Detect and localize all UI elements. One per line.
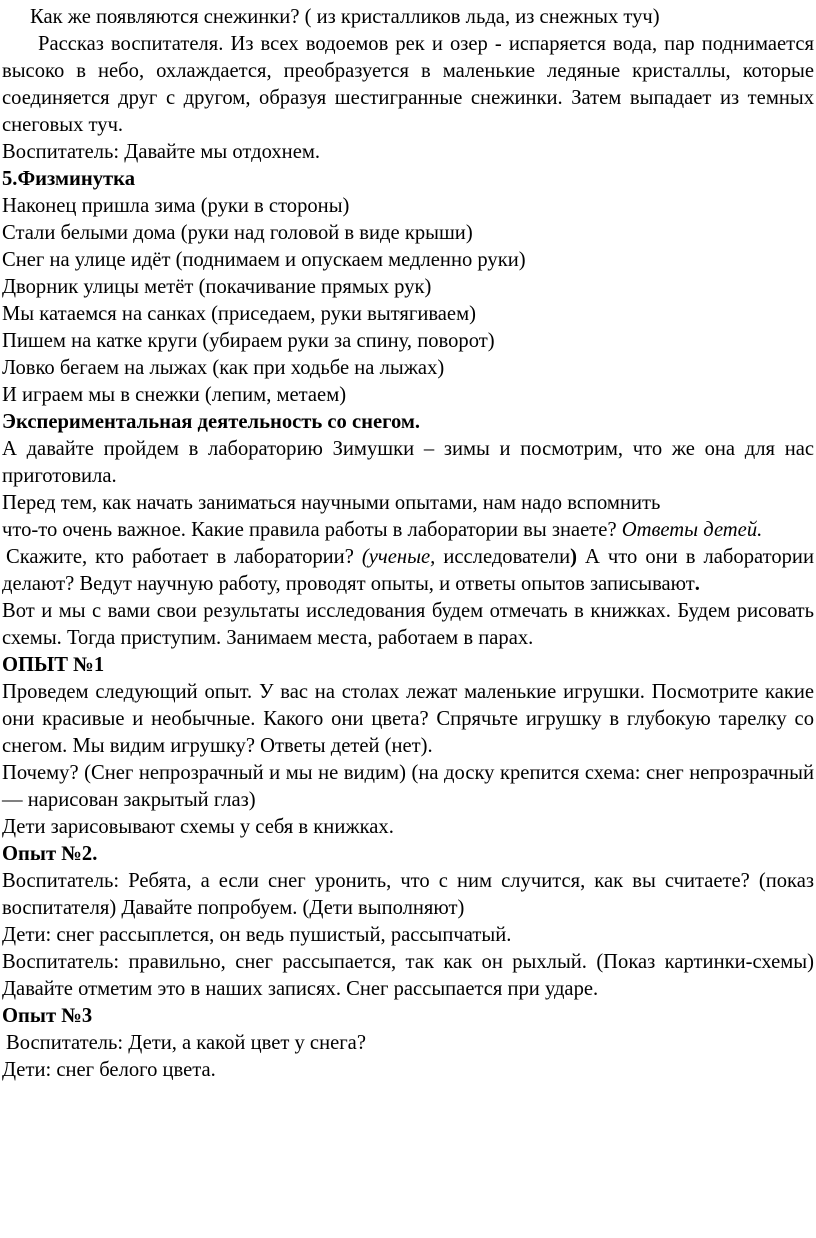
intro-question: Как же появляются снежинки? ( из кристалликов льда, из снежных туч): [30, 6, 660, 28]
who-answer-close: ): [570, 546, 577, 568]
experiment-2-teacher-answer: Воспитатель: правильно, снег рассыпается, так как он рыхлый. (Показ картинки-схемы) Давайте отметим это в наших записях. Снег рассыпается при ударе.: [2, 951, 814, 1000]
poem-line: Наконец пришла зима (руки в стороны): [2, 195, 350, 217]
who-works-dot: .: [694, 573, 700, 595]
poem-line: Стали белыми дома (руки над головой в виде крыши): [2, 222, 473, 244]
phys-minute-heading: 5.Физминутка: [2, 168, 136, 190]
experiment-3-teacher: Воспитатель: Дети, а какой цвет у снега?: [6, 1032, 366, 1054]
lab-rules-question: [2, 517, 814, 544]
experiment-3-heading: Опыт №3: [2, 1005, 93, 1027]
experiment-2-teacher: Воспитатель: Ребята, а если снег уронить, что с ним случится, как вы считаете? (показ воспитателя) Давайте попробуем. (Дети выполняют): [2, 870, 814, 919]
poem-line: Ловко бегаем на лыжах (как при ходьбе на лыжах): [2, 357, 445, 379]
teacher-story: Рассказ воспитателя. Из всех водоемов рек и озер - испаряется вода, пар поднимается высоко в небо, охлаждается, преобразуется в маленькие ледяные кристаллы, которые соединяется друг с другом, образуя шестигранные снежинки. Затем выпадает из темных снеговых туч.: [2, 33, 814, 136]
lab-rules-text: что-то очень важное. Какие правила работы в лаборатории вы знаете?: [2, 519, 617, 541]
experiment-3-children: Дети: снег белого цвета.: [2, 1059, 216, 1081]
results-paragraph: Вот и мы с вами свои результаты исследования будем отмечать в книжках. Будем рисовать схемы. Тогда приступим. Занимаем места, работаем в парах.: [2, 600, 814, 649]
experiment-section-heading: Экспериментальная деятельность со снегом.: [2, 411, 421, 433]
poem-line: Дворник улицы метёт (покачивание прямых рук): [2, 276, 432, 298]
poem-line: И играем мы в снежки (лепим, метаем): [2, 384, 347, 406]
teacher-rest-line: Воспитатель: Давайте мы отдохнем.: [2, 141, 321, 163]
lab-invitation: А давайте пройдем в лабораторию Зимушки – зимы и посмотрим, что же она для нас приготовила.: [2, 438, 814, 487]
lab-rules-line: Перед тем, как начать заниматься научными опытами, нам надо вспомнить: [2, 492, 661, 514]
who-answer-italic: (ученые,: [361, 546, 436, 568]
document-page: [2, 4, 814, 1084]
experiment-2-heading: Опыт №2.: [2, 843, 98, 865]
experiment-1-why: Почему? (Снег непрозрачный и мы не видим) (на доску крепится схема: снег непрозрачный — нарисован закрытый глаз): [2, 762, 814, 811]
experiment-1-text: Проведем следующий опыт. У вас на столах лежат маленькие игрушки. Посмотрите какие они красивые и необычные. Какого они цвета? Спрячьте игрушку в глубокую тарелку со снегом. Мы видим игрушку? Ответы детей (нет).: [2, 681, 814, 757]
who-answer-rest: исследователи: [443, 546, 571, 568]
who-works-question: Скажите, кто работает в лаборатории?: [6, 546, 354, 568]
experiment-2-children: Дети: снег рассыплется, он ведь пушистый, рассыпчатый.: [2, 924, 512, 946]
poem-line: Мы катаемся на санках (приседаем, руки вытягиваем): [2, 303, 476, 325]
who-works-continue: А что они в лаборатории делают? Ведут научную работу, проводят опыты, и ответы опытов записывают: [2, 546, 814, 595]
experiment-1-draw: Дети зарисовывают схемы у себя в книжках.: [2, 816, 394, 838]
children-answers: Ответы детей.: [621, 519, 763, 541]
poem-line: Снег на улице идёт (поднимаем и опускаем медленно руки): [2, 249, 526, 271]
experiment-1-heading: ОПЫТ №1: [2, 654, 105, 676]
poem-line: Пишем на катке круги (убираем руки за спину, поворот): [2, 330, 495, 352]
who-works-paragraph: [2, 544, 814, 598]
